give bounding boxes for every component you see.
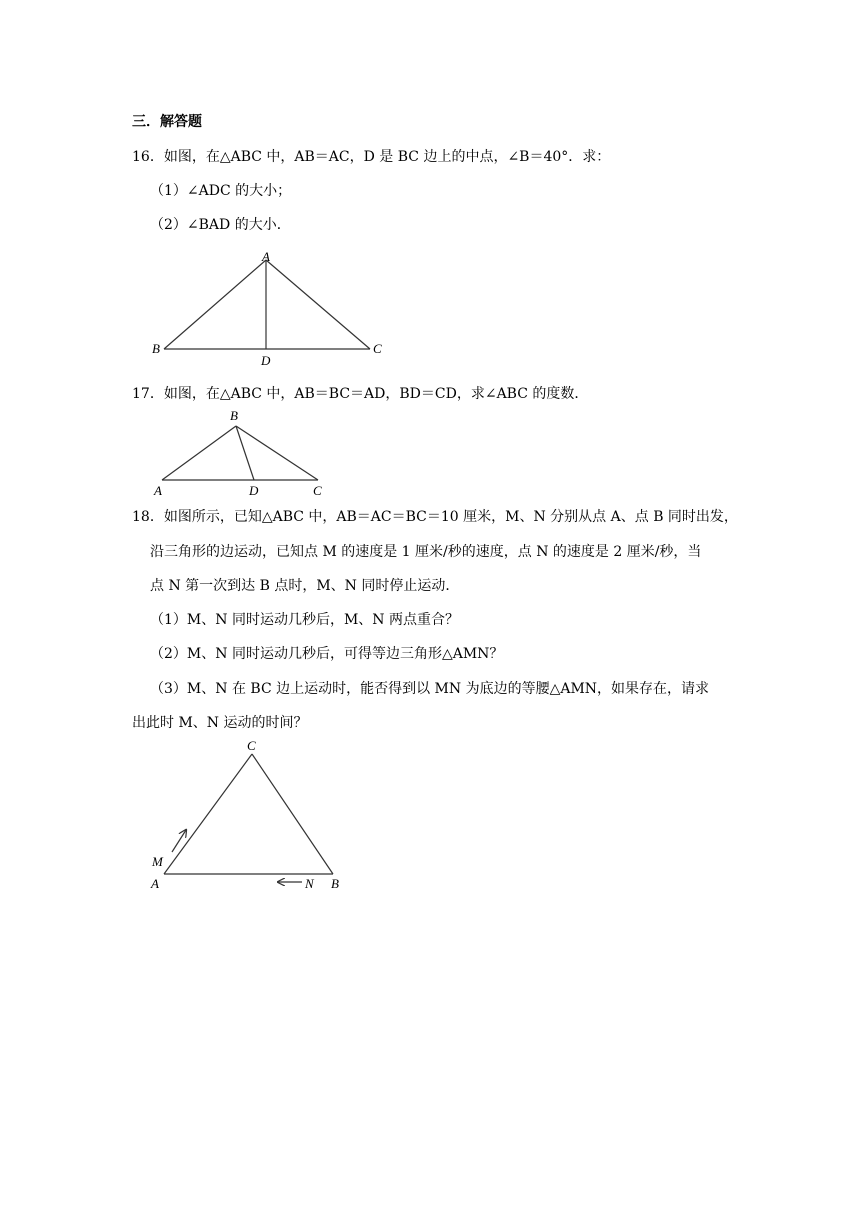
q16-side-ab — [164, 260, 266, 349]
q16-label-b: B — [152, 341, 160, 356]
q18-sub1: （1）M、N 同时运动几秒后，M、N 两点重合？ — [150, 612, 459, 628]
q18-figure — [140, 730, 360, 900]
q16-label-a: A — [262, 249, 270, 264]
q18-stem-line3: 点 N 第一次到达 B 点时，M、N 同时停止运动． — [150, 578, 460, 594]
q18-sub2: （2）M、N 同时运动几秒后，可得等边三角形△AMN？ — [150, 646, 504, 662]
q18-label-m: M — [152, 854, 163, 869]
q18-stem-line1: 18．如图所示，已知△ABC 中，AB＝AC＝BC＝10 厘米，M、N 分别从点 A、点 B 同时出发， — [132, 509, 738, 525]
q18-side-bc — [252, 754, 333, 874]
q17-label-c: C — [313, 483, 322, 498]
q18-label-a: A — [151, 876, 159, 891]
q17-label-a: A — [154, 483, 162, 498]
q16-sub2: （2）∠BAD 的大小． — [150, 217, 291, 233]
q16-label-d: D — [261, 353, 271, 368]
q18-stem-line2: 沿三角形的边运动，已知点 M 的速度是 1 厘米/秒的速度，点 N 的速度是 2 厘米/秒，当 — [150, 544, 702, 560]
q18-label-b: B — [331, 876, 339, 891]
q18-sub3-line1: （3）M、N 在 BC 边上运动时，能否得到以 MN 为底边的等腰△AMN，如果存在，请求 — [150, 681, 710, 697]
q17-stem: 17．如图，在△ABC 中，AB＝BC＝AD，BD＝CD，求∠ABC 的度数． — [132, 386, 589, 402]
q16-sub1: （1）∠ADC 的大小； — [150, 183, 292, 199]
q18-label-c: C — [247, 738, 256, 753]
q16-figure — [140, 244, 400, 370]
q16-label-c: C — [373, 341, 382, 356]
q17-side-bc — [236, 426, 318, 480]
q18-arrow-m — [172, 830, 186, 852]
q17-segment-bd — [236, 426, 254, 480]
q17-side-ab — [162, 426, 236, 480]
q16-stem: 16．如图，在△ABC 中，AB＝AC，D 是 BC 边上的中点，∠B＝40°．求： — [132, 149, 611, 165]
q17-figure — [148, 404, 348, 498]
q18-label-n: N — [305, 876, 314, 891]
q16-side-ac — [266, 260, 370, 349]
q18-side-ac — [164, 754, 252, 874]
q17-label-d: D — [249, 483, 259, 498]
section-heading: 三．解答题 — [132, 114, 202, 130]
q17-label-b: B — [230, 408, 238, 423]
q18-sub3-line2: 出此时 M、N 运动的时间？ — [132, 715, 308, 731]
